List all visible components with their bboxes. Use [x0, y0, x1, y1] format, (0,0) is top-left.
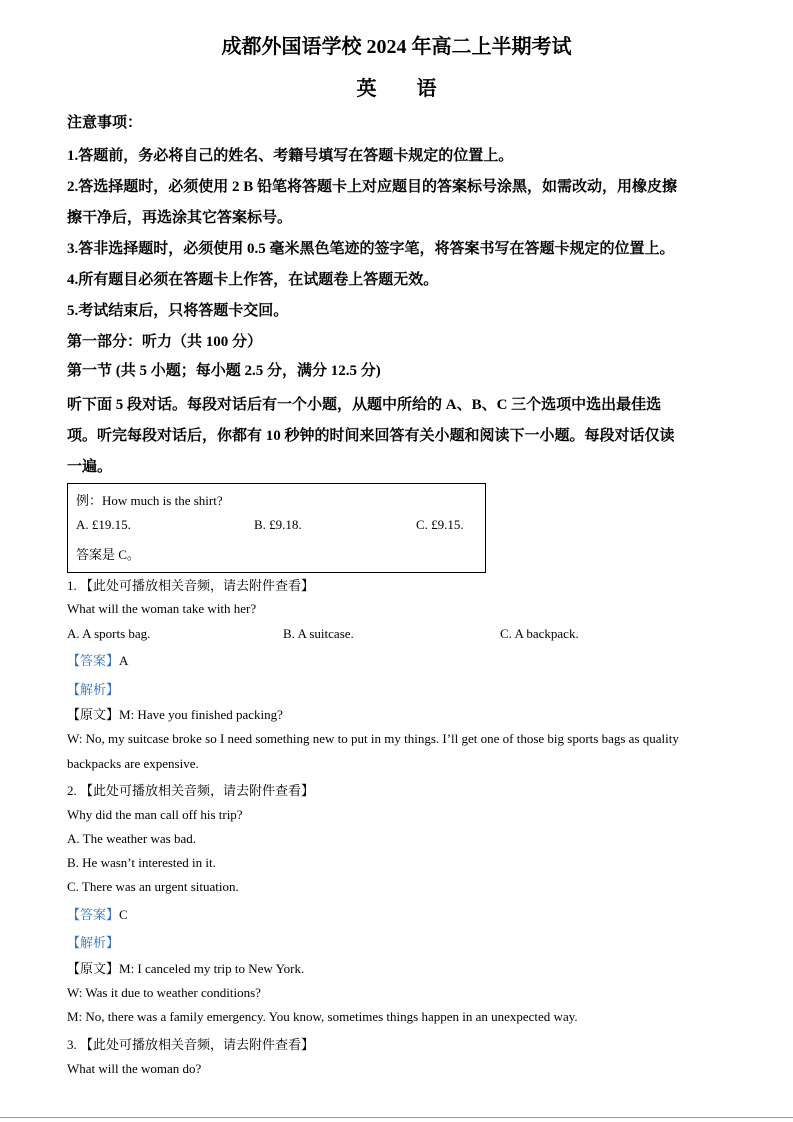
example-box	[67, 483, 486, 573]
option-b: B. He wasn’t interested in it.	[67, 855, 216, 870]
answer-value: C	[119, 907, 128, 922]
answer-row	[67, 650, 128, 669]
question-prompt: Why did the man call off his trip?	[67, 807, 243, 822]
question-prompt: What will the woman do?	[67, 1061, 202, 1076]
instruction-line: 听下面 5 段对话。每段对话后有一个小题，从题中所给的 A、B、C 三个选项中选出最佳选	[67, 397, 662, 413]
option-c: C. A backpack.	[500, 626, 579, 641]
example-option-b: B. £9.18.	[254, 517, 302, 532]
notice-item: 3.答非选择题时，必须使用 0.5 毫米黑色笔迹的签字笔，将答案书写在答题卡规定的位置上。	[67, 241, 675, 257]
answer-label: 【答案】	[67, 653, 120, 668]
section-title: 第一节 (共 5 小题；每小题 2.5 分，满分 12.5 分)	[67, 363, 381, 379]
exam-title: 成都外国语学校 2024 年高二上半期考试	[221, 36, 572, 58]
instruction-line: 项。听完每段对话后，你都有 10 秒钟的时间来回答有关小题和阅读下一小题。每段对话仅读	[67, 428, 675, 444]
transcript-row	[67, 704, 283, 723]
analysis-label: 【解析】	[67, 682, 120, 697]
notice-heading: 注意事项：	[67, 115, 143, 131]
answer-label: 【答案】	[67, 907, 120, 922]
subject-title: 英 语	[356, 78, 437, 100]
audio-note: 3. 【此处可播放相关音频，请去附件查看】	[67, 1037, 315, 1052]
transcript-line: backpacks are expensive.	[67, 756, 199, 771]
audio-note: 2. 【此处可播放相关音频，请去附件查看】	[67, 783, 315, 798]
answer-value: A	[119, 653, 129, 668]
example-question: 例：How much is the shirt?	[76, 493, 223, 508]
notice-item: 4.所有题目必须在答题卡上作答，在试题卷上答题无效。	[67, 272, 439, 288]
answer-row	[67, 904, 128, 923]
example-option-a: A. £19.15.	[76, 517, 131, 532]
option-b: B. A suitcase.	[283, 626, 354, 641]
audio-note: 1. 【此处可播放相关音频，请去附件查看】	[67, 578, 315, 593]
option-c: C. There was an urgent situation.	[67, 879, 239, 894]
transcript-line: W: No, my suitcase broke so I need something new to put in my things. I’ll get one of those big sports bags as quality	[67, 731, 679, 746]
transcript-line: W: Was it due to weather conditions?	[67, 985, 261, 1000]
transcript-line: M: I canceled my trip to New York.	[119, 961, 305, 976]
example-option-c: C. £9.15.	[416, 517, 464, 532]
example-answer: 答案是 C。	[76, 547, 140, 562]
transcript-label: 【原文】	[67, 961, 120, 976]
option-a: A. The weather was bad.	[67, 831, 196, 846]
page-bottom-rule	[0, 1117, 793, 1118]
notice-item: 擦干净后，再选涂其它答案标号。	[67, 210, 293, 226]
notice-item: 1.答题前，务必将自己的姓名、考籍号填写在答题卡规定的位置上。	[67, 148, 514, 164]
analysis-label: 【解析】	[67, 935, 120, 950]
notice-item: 5.考试结束后，只将答题卡交回。	[67, 303, 289, 319]
notice-item: 2.答选择题时，必须使用 2 B 铅笔将答题卡上对应题目的答案标号涂黑，如需改动，用橡皮擦	[67, 179, 678, 195]
transcript-line: M: Have you finished packing?	[119, 707, 283, 722]
instruction-line: 一遍。	[67, 459, 113, 475]
transcript-line: M: No, there was a family emergency. You know, sometimes things happen in an unexpected way.	[67, 1009, 578, 1024]
part-title: 第一部分：听力（共 100 分）	[67, 334, 263, 350]
question-prompt: What will the woman take with her?	[67, 601, 257, 616]
option-a: A. A sports bag.	[67, 626, 151, 641]
transcript-row	[67, 958, 304, 977]
transcript-label: 【原文】	[67, 707, 120, 722]
